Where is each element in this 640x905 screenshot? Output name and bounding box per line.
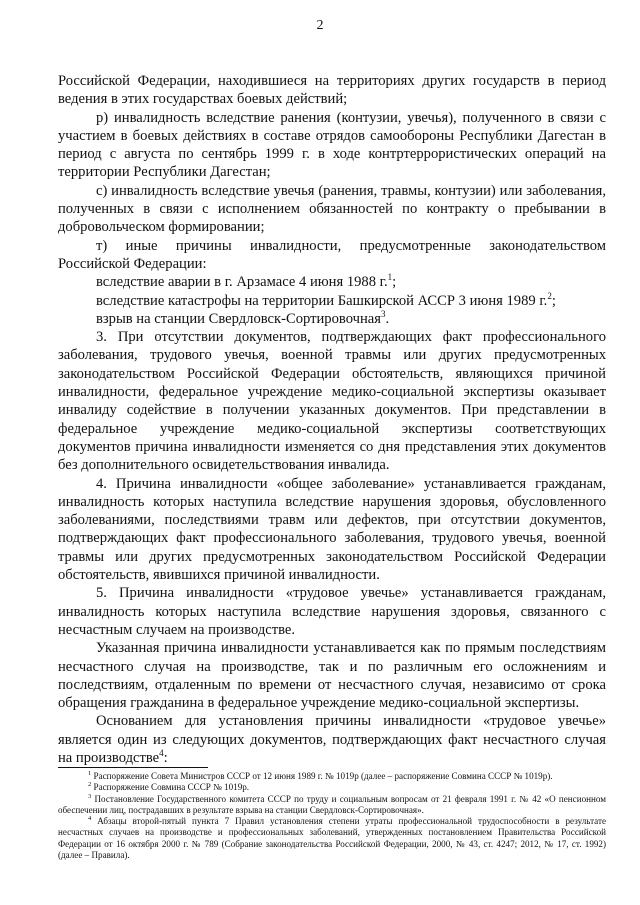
footnote-mark: 1 xyxy=(88,769,92,777)
footnote-ref[interactable]: 3 xyxy=(380,309,386,319)
footnote-mark: 3 xyxy=(88,792,92,800)
footnote-ref[interactable]: 1 xyxy=(387,272,393,283)
paragraph: Российской Федерации, находившиеся на территориях других государств в период ведения в этих государствах боевых действий; xyxy=(58,73,606,108)
paragraph: 5. Причина инвалидности «трудовое увечье» устанавливается гражданам, инвалидность которых наступила вследствие нарушения здоровья, связанного с несчастным случаем на производстве. xyxy=(58,585,606,638)
footnote-mark: 4 xyxy=(88,815,92,823)
footnote-divider xyxy=(58,767,208,768)
footnote: $^4$ Абзацы второй-пятый пункта 7 Правил установления степени утраты профессиональной трудоспособности в результате несчастных случаев на производстве и профессиональных заболеваний, утвержденных постановлением Правительства Российской Федерации от 16 октября 2000 г. № 789 (Собрание законодательства Российской Федерации, 2000, № 43, ст. 4247; 2012, № 17, ст. 1992) (далее – Правила). xyxy=(58,815,606,861)
paragraph: взрыв на станции Свердловск-Сортировочная$^3$. xyxy=(96,309,390,327)
body-text xyxy=(58,72,606,767)
footnote-mark: 2 xyxy=(88,781,92,789)
footnotes xyxy=(58,771,606,861)
paragraph: с) инвалидность вследствие увечья (ранения, травмы, контузии) или заболевания, полученных в связи с исполнением обязанностей по контракту о пребывании в добровольческом формировании; xyxy=(58,182,606,236)
paragraph: т) иные причины инвалидности, предусмотренные законодательством Российской Федерации: xyxy=(58,237,606,272)
footnote-ref[interactable]: 4 xyxy=(159,748,164,759)
paragraph: Указанная причина инвалидности устанавливается как по прямым последствиям несчастного случая на производстве, так и по различным его осложнениям и последствиям, отдаленным по времени от несчастного случая, независимо от срока обращения гражданина в федеральное учреждение медико-социальной экспертизы. xyxy=(58,640,606,712)
paragraph: вследствие аварии в г. Арзамасе 4 июня 1988 г.$^1$; xyxy=(96,272,397,291)
paragraph: 3. При отсутствии документов, подтверждающих факт профессионального заболевания, трудового увечья, военной травмы или других предусмотренных законодательством Российской Федерации обстоятельств, являющихся причиной инвалидности, федеральное учреждение медико-социальной экспертизы оказывает инвалиду содействие в получении указанных документов. При представлении в федеральное учреждение медико-социальной экспертизы соответствующих документов причина инвалидности изменяется со дня представления этих документов без дополнительного освидетельствования инвалида. xyxy=(58,329,606,474)
footnote-ref[interactable]: 2 xyxy=(547,290,552,301)
paragraph: 4. Причина инвалидности «общее заболевание» устанавливается гражданам, инвалидность которых наступила вследствие нарушения здоровья, обусловленного заболеваниями, последствиями травм или дефектов, при отсутствии документов, подтверждающих факт профессионального заболевания, трудового увечья, военной травмы или других предусмотренных законодательством Российской Федерации обстоятельств, явившихся причиной инвалидности. xyxy=(58,475,606,584)
page-number: 2 xyxy=(316,18,324,33)
paragraph: вследствие катастрофы на территории Башкирской АССР 3 июня 1989 г.$^2$; xyxy=(96,290,556,309)
footnote: $^2$ Распоряжение Совмина СССР № 1019р. xyxy=(88,781,250,793)
footnote: $^3$ Постановление Государственного комитета СССР по труду и социальным вопросам от 21 февраля 1991 г. № 42 «О пенсионном обеспечении лиц, пострадавших в результате взрыва на станции Свердловск-Сортировочная». xyxy=(58,792,606,815)
footnote: $^1$ Распоряжение Совета Министров СССР от 12 июня 1989 г. № 1019р (далее – распоряжение Совмина СССР № 1019р). xyxy=(88,769,553,781)
paragraph: р) инвалидность вследствие ранения (контузии, увечья), полученного в связи с участием в боевых действиях в составе отрядов самообороны Республики Дагестан в период с августа по сентябрь 1999 г. в ходе контртеррористических операций на территории Республики Дагестан; xyxy=(58,109,606,181)
paragraph: Основанием для установления причины инвалидности «трудовое увечье» является один из следующих документов, подтверждающих факт несчастного случая на производстве$^4$: xyxy=(58,713,606,766)
